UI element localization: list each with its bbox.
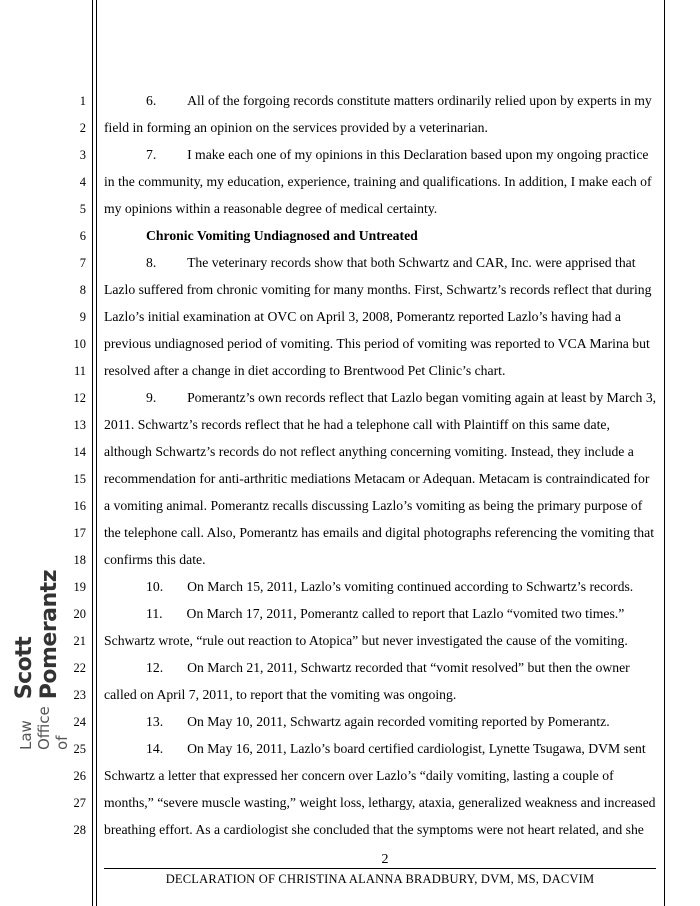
paragraph-7-line-2: in the community, my education, experience, training and qualifications. In addition, I make each of — [104, 174, 652, 189]
left-margin-rule-inner — [96, 0, 97, 906]
paragraph-11-line-2: Schwartz wrote, “rule out reaction to Atopica” but never investigated the cause of the vomiting. — [104, 633, 628, 648]
line-number: 26 — [73, 769, 86, 783]
paragraph-8-line-5: resolved after a change in diet according to Brentwood Pet Clinic’s chart. — [104, 363, 506, 378]
logo-prefix: Law Office of — [17, 706, 71, 750]
line-number: 3 — [79, 148, 86, 162]
page-number: 2 — [381, 852, 389, 867]
line-number: 13 — [73, 418, 86, 432]
paragraph-11-line-1: 11. On March 17, 2011, Pomerantz called to report that Lazlo “vomited two times.” — [146, 606, 625, 621]
paragraph-13-line-1: 13. On May 10, 2011, Schwartz again recorded vomiting reported by Pomerantz. — [146, 714, 610, 729]
line-number: 27 — [73, 796, 86, 810]
line-number: 20 — [73, 607, 86, 621]
line-number: 18 — [73, 553, 86, 567]
paragraph-9-line-2: 2011. Schwartz’s records reflect that he had a telephone call with Plaintiff on this same date, — [104, 417, 610, 432]
paragraph-7-line-3: my opinions within a reasonable degree of medical certainty. — [104, 201, 438, 216]
paragraph-6-line-1: 6. All of the forgoing records constitute matters ordinarily relied upon by experts in my — [146, 93, 652, 108]
line-number: 28 — [73, 823, 86, 837]
paragraph-14-line-4: breathing effort. As a cardiologist she concluded that the symptoms were not heart related, and she — [104, 822, 644, 837]
line-number: 10 — [73, 337, 86, 351]
line-number: 21 — [73, 634, 86, 648]
line-number: 22 — [73, 661, 86, 675]
paragraph-7-line-1: 7. I make each one of my opinions in this Declaration based upon my ongoing practice — [146, 147, 649, 162]
paragraph-8-line-3: Lazlo’s initial examination at OVC on April 3, 2008, Pomerantz reported Lazlo’s having had a — [104, 309, 621, 324]
paragraph-10-line-1: 10. On March 15, 2011, Lazlo’s vomiting continued according to Schwartz’s records. — [146, 579, 634, 594]
paragraph-12-line-1: 12. On March 21, 2011, Schwartz recorded that “vomit resolved” but then the owner — [146, 660, 630, 675]
line-number: 14 — [73, 445, 86, 459]
paragraph-14-line-1: 14. On May 16, 2011, Lazlo’s board certified cardiologist, Lynette Tsugawa, DVM sent — [146, 741, 646, 756]
line-number: 11 — [73, 364, 86, 378]
line-number: 5 — [79, 202, 86, 216]
line-number: 9 — [79, 310, 86, 324]
line-number: 24 — [73, 715, 86, 729]
line-number: 19 — [73, 580, 86, 594]
paragraph-8-line-1: 8. The veterinary records show that both Schwartz and CAR, Inc. were apprised that — [146, 255, 636, 270]
left-margin-rule — [92, 0, 93, 906]
logo-name: Scott Pomerantz — [12, 570, 62, 700]
line-number: 23 — [73, 688, 86, 702]
line-number: 6 — [79, 229, 86, 243]
line-number: 15 — [73, 472, 86, 486]
line-number: 12 — [73, 391, 86, 405]
paragraph-9-line-3: although Schwartz’s records do not reflect anything concerning vomiting. Instead, they include a — [104, 444, 634, 459]
line-number: 17 — [73, 526, 86, 540]
paragraph-14-line-2: Schwartz a letter that expressed her concern over Lazlo’s “daily vomiting, lasting a couple of — [104, 768, 614, 783]
footer-rule — [104, 868, 656, 869]
line-number: 16 — [73, 499, 86, 513]
line-number: 2 — [79, 121, 86, 135]
paragraph-6-line-2: field in forming an opinion on the services provided by a veterinarian. — [104, 120, 488, 135]
paragraph-9-line-4: recommendation for anti-arthritic mediations Metacam or Adequan. Metacam is contraindicated for — [104, 471, 650, 486]
paragraph-9-line-1: 9. Pomerantz’s own records reflect that Lazlo began vomiting again at least by March 3, — [146, 390, 657, 405]
paragraph-8-line-4: previous undiagnosed period of vomiting. This period of vomiting was reported to VCA Marina but — [104, 336, 650, 351]
law-office-logo — [12, 570, 71, 750]
paragraph-14-line-3: months,” “severe muscle wasting,” weight loss, lethargy, ataxia, generalized weakness and increased — [104, 795, 656, 810]
footer-caption: DECLARATION OF CHRISTINA ALANNA BRADBURY, DVM, MS, DACVIM — [165, 872, 595, 886]
paragraph-9-line-7: confirms this date. — [104, 552, 206, 567]
line-number: 4 — [79, 175, 86, 189]
paragraph-8-line-2: Lazlo suffered from chronic vomiting for many months. First, Schwartz’s records reflect that during — [104, 282, 652, 297]
section-heading: Chronic Vomiting Undiagnosed and Untreated — [146, 228, 418, 243]
line-number: 8 — [79, 283, 86, 297]
paragraph-12-line-2: called on April 7, 2011, to report that the vomiting was ongoing. — [104, 687, 457, 702]
paragraph-9-line-6: the telephone call. Also, Pomerantz has emails and digital photographs referencing the vomiting that — [104, 525, 655, 540]
paragraph-9-line-5: a vomiting animal. Pomerantz recalls discussing Lazlo’s vomiting as being the primary purpose of — [104, 498, 643, 513]
line-number: 25 — [73, 742, 86, 756]
line-number: 1 — [79, 94, 86, 108]
right-margin-rule — [664, 0, 665, 906]
line-number: 7 — [79, 256, 86, 270]
